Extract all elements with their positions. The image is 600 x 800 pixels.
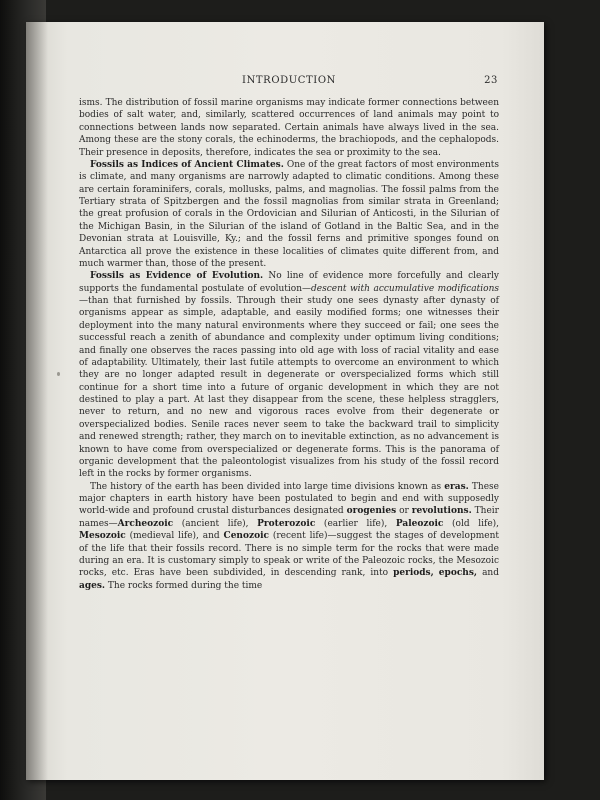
paragraph-marine-organisms bbox=[79, 97, 499, 159]
paragraph-text: No line of evidence more forcefully and clearly supports the fundamental postulate of evolution— bbox=[79, 271, 499, 294]
paragraph-text: isms. The distribution of fossil marine organisms may indicate former connections between bodies of salt water, and, similarly, scattered occurrences of land animals may point to connections between lands now separated. Certain animals have always lived in the sea. Among these are the stony corals, the echinoderms, the brachiopods, and the cephalopods. Their presence in deposits, therefore, indicates the sea or proximity to the sea. bbox=[79, 98, 499, 158]
term-ages: ages. bbox=[79, 580, 106, 591]
paragraph-text: or bbox=[396, 506, 412, 517]
paragraph-text: (earlier life), bbox=[315, 518, 396, 529]
section-heading: Fossils as Indices of Ancient Climates. bbox=[90, 159, 284, 170]
paragraph-text: (recent life)—suggest the stages of development of the life that their fossils record. There is no simple term for the rocks that were made during an era. It is customary simply to speak or write of the Paleozoic rocks, the Mesozoic rocks, etc. Eras have been subdivided, in descending rank, into bbox=[79, 531, 499, 579]
paragraph-text: —than that furnished by fossils. Through their study one sees dynasty after dynasty of organisms appear as simple, adaptable, and easily modified forms; one witnesses their deployment into the many natural environments where they succeed or fail; one sees the successful reach a zenith of abundance and complexity under optimum living conditions; and finally one observes the races passing into old age with loss of racial vitality and ease of adaptability. Ultimately, their last futile attempts to overcome an environment to which they are no longer adapted result in degenerate or overspecialized forms which still continue for a short time into a future of organic development in which they are not destined to play a part. At last they disappear from the scene, these helpless stragglers, never to return, and no new and vigorous races evolve from their degenerate or overspecialized bodies. Senile races never seem to take the backward trail to simplicity and renewed strength; rather, they march on to inevitable extinction, as no advancement is known to have come from overspecialized or degenerate forms. This is the panorama of organic development that the paleontologist visualizes from his study of the fossil record left in the rocks by former organisms. bbox=[79, 296, 499, 480]
header-title: INTRODUCTION bbox=[242, 75, 336, 86]
term-orogenies: orogenies bbox=[346, 506, 397, 517]
paragraph-text: (medieval life), and bbox=[125, 531, 224, 542]
term-mesozoic: Mesozoic bbox=[79, 531, 126, 542]
section-heading: Fossils as Evidence of Evolution. bbox=[90, 271, 264, 282]
paragraph-text: (old life), bbox=[443, 518, 500, 529]
paragraph-eras bbox=[79, 481, 499, 592]
term-periods: periods, bbox=[393, 568, 434, 579]
paragraph-text: One of the great factors of most environments is climate, and many organisms are narrowly adapted to climatic conditions. Among these are certain foraminifers, corals, mollusks, palms, and magnolias. The fossil palms from the Tertiary strata of Spitzbergen and the fossil magnolias from similar strata in Greenland; the great profusion of corals in the Ordovician and Silurian of Anticosti, in the Silurian of the Michigan Basin, in the Silurian of the island of Gotland in the Baltic Sea, and in the Devonian strata at Louisville, Ky.; and the fossil ferns and primitive sponges found on Antarctica all prove the existence in these localities of climates quite different from, and much warmer than, those of the present. bbox=[79, 159, 499, 269]
page-gutter-shading bbox=[26, 22, 48, 780]
paragraph-text: The rocks formed during the time bbox=[105, 580, 263, 591]
paragraph-text: Their names— bbox=[79, 506, 499, 529]
term-paleozoic: Paleozoic bbox=[395, 518, 444, 529]
page-number: 23 bbox=[484, 75, 498, 86]
term-cenozoic: Cenozoic bbox=[223, 531, 269, 542]
paper-speck bbox=[57, 372, 60, 376]
term-eras: eras. bbox=[444, 481, 469, 492]
italic-phrase: descent with accumulative modifications bbox=[311, 283, 499, 294]
paragraph-text: and bbox=[477, 568, 499, 579]
term-revolutions: revolutions. bbox=[411, 506, 472, 517]
paragraph-text: (ancient life), bbox=[173, 518, 258, 529]
paragraph-text: The history of the earth has been divided into large time divisions known as bbox=[90, 481, 445, 492]
paragraph-ancient-climates bbox=[79, 159, 499, 270]
term-proterozoic: Proterozoic bbox=[257, 518, 316, 529]
term-epochs: epochs, bbox=[438, 568, 478, 579]
paragraph-evolution bbox=[79, 270, 499, 480]
page-body bbox=[79, 97, 499, 709]
term-archeozoic: Archeozoic bbox=[117, 518, 174, 529]
paragraph-text: These major chapters in earth history have been postulated to begin and end with supposedly world-wide and profound crustal disturbances designated bbox=[79, 481, 500, 517]
running-header bbox=[80, 75, 498, 89]
